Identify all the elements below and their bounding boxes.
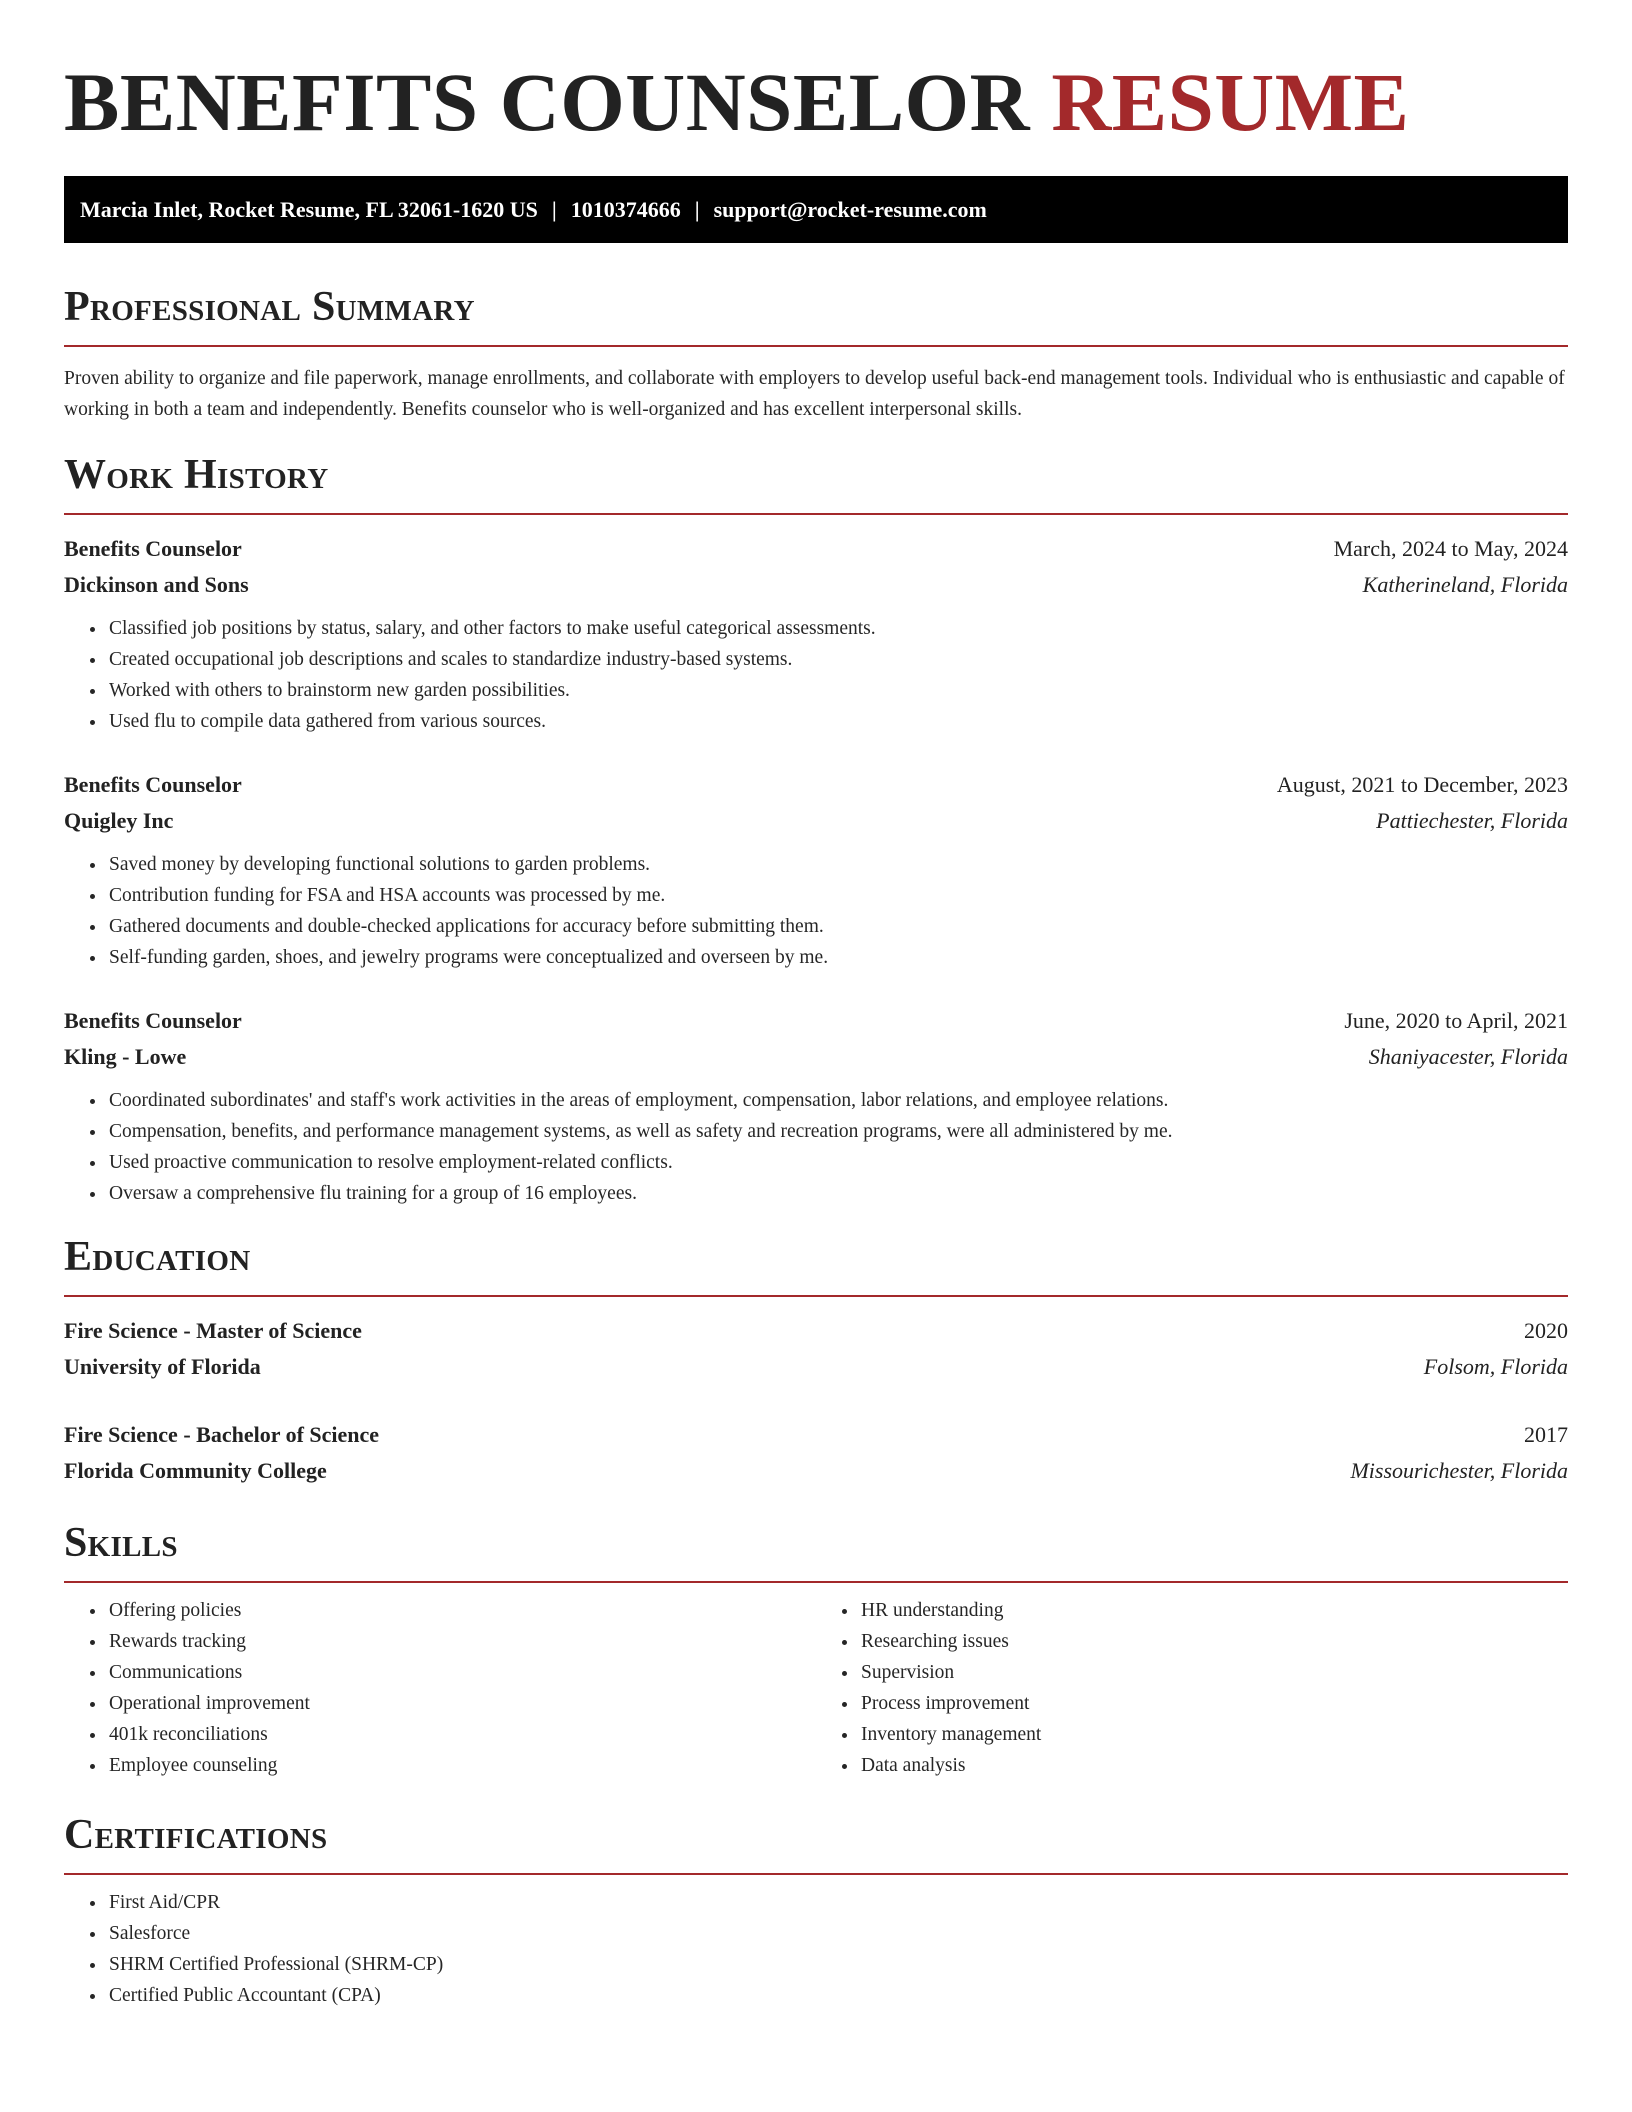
section-heading-certifications: Certifications xyxy=(64,1812,328,1858)
education-year: 2020 xyxy=(1524,1318,1568,1343)
job-location: Pattiechester, Florida xyxy=(1376,808,1568,833)
title-main: BENEFITS COUNSELOR xyxy=(64,56,1031,148)
contact-separator: | xyxy=(694,197,700,222)
job-duty: • Used flu to compile data gathered from various sources. xyxy=(107,706,1568,737)
contact-bar xyxy=(64,176,1568,243)
section-divider xyxy=(64,513,1568,515)
section-heading-education: Education xyxy=(64,1234,251,1280)
job-duties-list xyxy=(64,849,1568,973)
job-title: Benefits Counselor xyxy=(64,536,242,561)
job-location: Katherineland, Florida xyxy=(1362,572,1568,597)
job-entry xyxy=(64,531,1568,737)
job-duty: • Compensation, benefits, and performance management systems, as well as safety and recreation programs, were all administered by me. xyxy=(107,1116,1568,1147)
section-heading-skills: Skills xyxy=(64,1520,178,1566)
section-heading-work-history: Work History xyxy=(64,452,329,498)
skills-grid xyxy=(64,1595,1568,1781)
skill-item: • Inventory management xyxy=(859,1719,1568,1750)
contact-separator: | xyxy=(551,197,557,222)
section-divider xyxy=(64,345,1568,347)
job-duty: • Self-funding garden, shoes, and jewelry programs were conceptualized and overseen by me. xyxy=(107,942,1568,973)
job-duty: • Oversaw a comprehensive flu training for a group of 16 employees. xyxy=(107,1178,1568,1209)
summary-text: Proven ability to organize and file paperwork, manage enrollments, and collaborate with employers to develop useful back-end management tools. Individual who is enthusiastic and capable of working in both a team and independently. Benefits counselor who is well-organized and has excellent interpersonal skills. xyxy=(64,368,1565,420)
education-section xyxy=(64,1233,1568,1489)
certification-item: • Salesforce xyxy=(107,1918,1568,1949)
certification-item: • First Aid/CPR xyxy=(107,1887,1568,1918)
skill-item: • Employee counseling xyxy=(107,1750,816,1781)
job-duty: • Contribution funding for FSA and HSA accounts was processed by me. xyxy=(107,880,1568,911)
job-company: Dickinson and Sons xyxy=(64,572,249,597)
education-entry xyxy=(64,1313,1568,1385)
skill-item: • Data analysis xyxy=(859,1750,1568,1781)
job-duty: • Used proactive communication to resolve employment-related conflicts. xyxy=(107,1147,1568,1178)
education-location: Missourichester, Florida xyxy=(1350,1458,1568,1483)
job-duty: • Classified job positions by status, salary, and other factors to make useful categorical assessments. xyxy=(107,613,1568,644)
summary-section xyxy=(64,283,1568,425)
education-year: 2017 xyxy=(1524,1422,1568,1447)
education-entry xyxy=(64,1417,1568,1489)
skill-item: • Operational improvement xyxy=(107,1688,816,1719)
job-duty: • Saved money by developing functional solutions to garden problems. xyxy=(107,849,1568,880)
skills-list-left xyxy=(64,1595,816,1781)
job-title: Benefits Counselor xyxy=(64,1008,242,1033)
job-dates: August, 2021 to December, 2023 xyxy=(1276,772,1568,797)
section-divider xyxy=(64,1295,1568,1297)
skill-item: • 401k reconciliations xyxy=(107,1719,816,1750)
skill-item: • Researching issues xyxy=(859,1626,1568,1657)
certifications-section xyxy=(64,1811,1568,2011)
job-duty: • Coordinated subordinates' and staff's work activities in the areas of employment, compensation, labor relations, and employee relations. xyxy=(107,1085,1568,1116)
job-dates: June, 2020 to April, 2021 xyxy=(1344,1008,1568,1033)
education-degree: Fire Science - Master of Science xyxy=(64,1318,362,1343)
job-company: Kling - Lowe xyxy=(64,1044,187,1069)
skill-item: • HR understanding xyxy=(859,1595,1568,1626)
job-entry xyxy=(64,1003,1568,1209)
education-school: Florida Community College xyxy=(64,1458,327,1483)
education-school: University of Florida xyxy=(64,1354,261,1379)
title-accent: RESUME xyxy=(1051,56,1410,148)
section-divider xyxy=(64,1581,1568,1583)
certifications-list xyxy=(64,1887,1568,2011)
section-heading-summary: Professional Summary xyxy=(64,284,475,330)
job-duty: • Created occupational job descriptions and scales to standardize industry-based systems. xyxy=(107,644,1568,675)
job-entry xyxy=(64,767,1568,973)
certification-item: • Certified Public Accountant (CPA) xyxy=(107,1980,1568,2011)
certification-item: • SHRM Certified Professional (SHRM-CP) xyxy=(107,1949,1568,1980)
skill-item: • Supervision xyxy=(859,1657,1568,1688)
education-degree: Fire Science - Bachelor of Science xyxy=(64,1422,380,1447)
job-duties-list xyxy=(64,1085,1568,1209)
job-duty: • Gathered documents and double-checked applications for accuracy before submitting them. xyxy=(107,911,1568,942)
skills-section xyxy=(64,1519,1568,1781)
resume-title xyxy=(64,0,1568,148)
skill-item: • Process improvement xyxy=(859,1688,1568,1719)
contact-address: Marcia Inlet, Rocket Resume, FL 32061-1620 US xyxy=(80,197,538,222)
work-history-section xyxy=(64,451,1568,1209)
job-title: Benefits Counselor xyxy=(64,772,242,797)
skills-list-right xyxy=(816,1595,1568,1781)
contact-phone: 1010374666 xyxy=(570,197,681,222)
section-divider xyxy=(64,1873,1568,1875)
job-dates: March, 2024 to May, 2024 xyxy=(1333,536,1568,561)
skill-item: • Offering policies xyxy=(107,1595,816,1626)
job-duties-list xyxy=(64,613,1568,737)
skill-item: • Rewards tracking xyxy=(107,1626,816,1657)
job-company: Quigley Inc xyxy=(64,808,174,833)
job-duty: • Worked with others to brainstorm new garden possibilities. xyxy=(107,675,1568,706)
contact-email[interactable]: support@rocket-resume.com xyxy=(713,197,987,222)
job-location: Shaniyacester, Florida xyxy=(1368,1044,1568,1069)
education-location: Folsom, Florida xyxy=(1423,1354,1568,1379)
skill-item: • Communications xyxy=(107,1657,816,1688)
